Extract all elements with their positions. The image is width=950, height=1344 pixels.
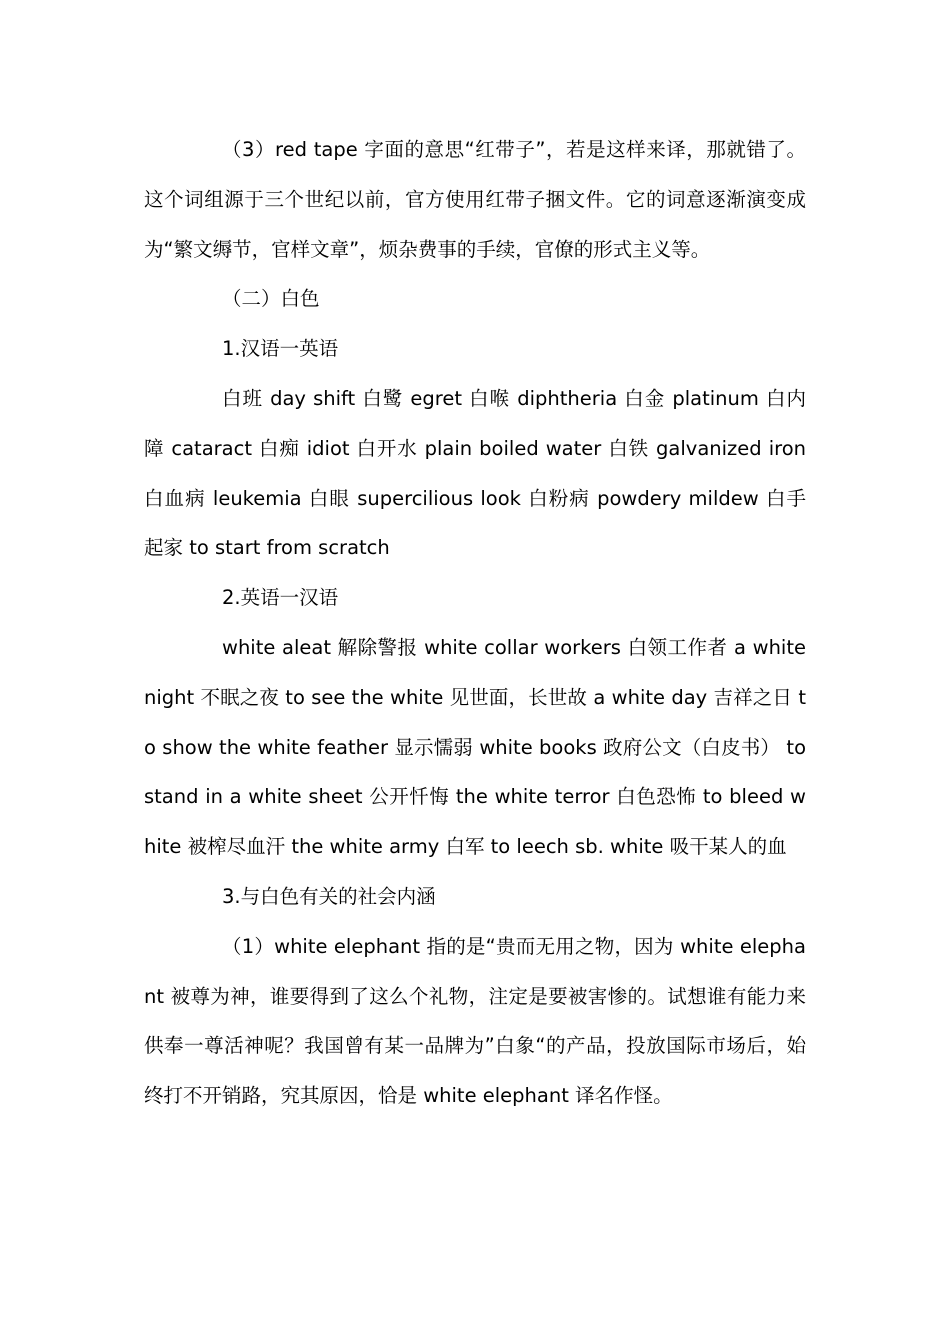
subheading-chinese-english: 1.汉语一英语 (222, 337, 339, 361)
paragraph-white-elephant: （1）white elephant 指的是“贵而无用之物，因为 white elephant 被尊为神，谁要得到了这么个礼物，注定是要被害惨的。试想谁有能力来供奉一尊活神呢？我国曾有某一品牌为”白象“的产品，投放国际市场后，始终打不开销路，究其原因，恰是 white elephant 译名作怪。 (144, 934, 806, 1108)
section-heading-white: （二）白色 (222, 287, 320, 311)
subheading-social-connotation: 3.与白色有关的社会内涵 (222, 884, 436, 908)
paragraph-red-tape: （3）red tape 字面的意思“红带子”，若是这样来译，那就错了。这个词组源于三个世纪以前，官方使用红带子捆文件。它的词意逐渐演变成为“繁文缛节，官样文章”，烦杂费事的手续，官僚的形式主义等。 (144, 138, 806, 261)
document-body (144, 125, 806, 1121)
paragraph-english-chinese-terms: white aleat 解除警报 white collar workers 白领工作者 a white night 不眠之夜 to see the white 见世面，长世故 a white day 吉祥之日 to show the white feather 显示懦弱 white books 政府公文（白皮书） to stand in a white sheet 公开忏悔 the white terror 白色恐怖 to bleed white 被榨尽血汗 the white army 白军 to leech sb. white 吸干某人的血 (144, 635, 806, 859)
paragraph-chinese-english-terms: 白班 day shift 白鹭 egret 白喉 diphtheria 白金 platinum 白内障 cataract 白痴 idiot 白开水 plain boiled water 白铁 galvanized iron 白血病 leukemia 白眼 supercilious look 白粉病 powdery mildew 白手起家 to start from scratch (144, 386, 806, 560)
subheading-english-chinese: 2.英语一汉语 (222, 586, 339, 610)
